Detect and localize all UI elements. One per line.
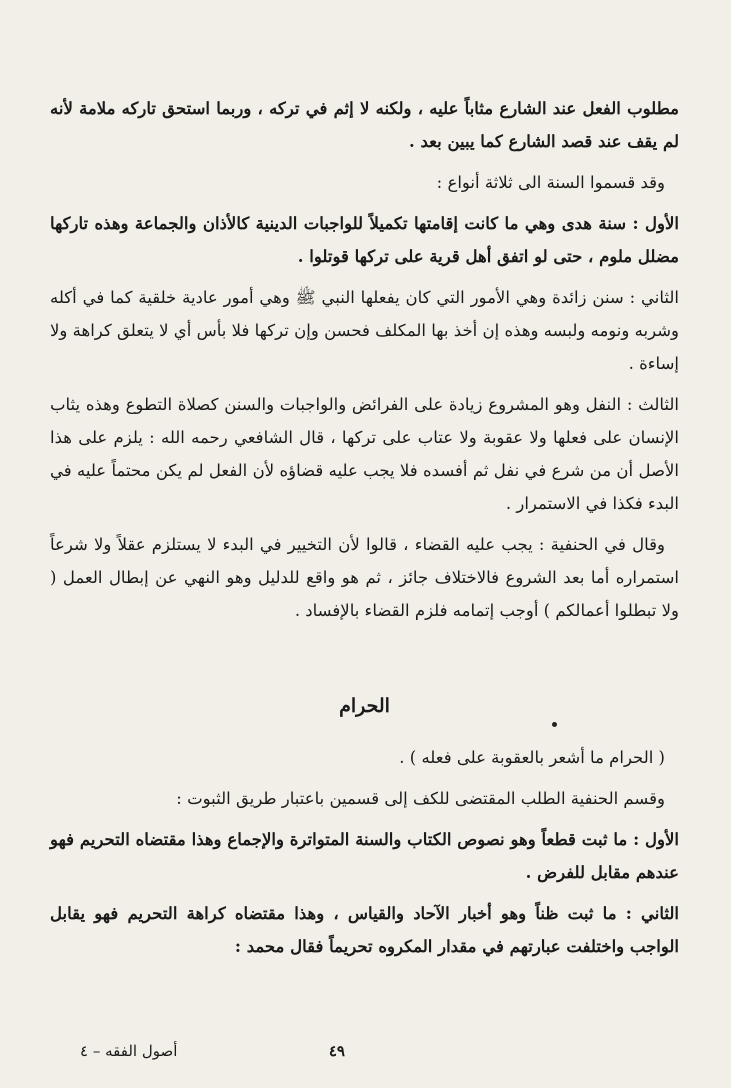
section-heading: الحرام [339,695,390,717]
paragraph-first-type: الأول : سنة هدى وهي ما كانت إقامتها تكميلاً للواجبات الدينية كالأذان والجماعة وهذه تاركها مضلل ملوم ، حتى لو اتفق أهل قرية على تركها قوتلوا . [50,214,679,266]
paragraph-second-division: الثاني : ما ثبت ظناً وهو أخبار الآحاد والقياس ، وهذا مقتضاه كراهة التحريم فهو يقابل الواجب واختلفت عبارتهم في مقدار المكروه تحريماً فقال محمد : [50,904,679,956]
paragraph-haram-definition: ( الحرام ما أشعر بالعقوبة على فعله ) . [399,748,665,767]
paragraph-types-intro: وقد قسموا السنة الى ثلاثة أنواع : [436,173,665,192]
paragraph-hanafi-division: وقسم الحنفية الطلب المقتضى للكف إلى قسمين باعتبار طريق الثبوت : [176,789,665,808]
paragraph-first-division: الأول : ما ثبت قطعاً وهو نصوص الكتاب والسنة المتواترة والإجماع وهذا مقتضاه التحريم فهو عندهم مقابل للفرض . [50,830,679,882]
running-title: أصول الفقه – ٤ [80,1042,178,1060]
paragraph-intro: مطلوب الفعل عند الشارع مثاباً عليه ، ولكنه لا إثم في تركه ، وربما استحق تاركه ملامة لأنه لم يقف عند قصد الشارع كما يبين بعد . [50,99,679,151]
stray-dot-mark [552,722,557,727]
page-footer [50,1042,679,1066]
paragraph-second-type: الثاني : سنن زائدة وهي الأمور التي كان يفعلها النبي ﷺ وهي أمور عادية خلقية كما في أكله وشربه ونومه ولبسه وهذه إن أخذ بها المكلف فحسن وإن تركها فلا بأس أي لا يتعلق كراهة ولا إساءة . [50,288,679,373]
paragraph-third-type: الثالث : النفل وهو المشروع زيادة على الفرائض والواجبات والسنن كصلاة التطوع وهذه يثاب الإنسان على فعلها ولا عقوبة ولا عتاب على تركها ، قال الشافعي رحمه الله : يلزم على هذا الأصل أن من شرع في نفل ثم أفسده فلا يجب عليه قضاؤه لأن الفعل لم يكن محتماً عليه في البدء فكذا في الاستمرار . [50,395,679,513]
paragraph-hanafi-view: وقال في الحنفية : يجب عليه القضاء ، قالوا لأن التخيير في البدء لا يستلزم عقلاً ولا شرعاً استمراره أما بعد الشروع فالاختلاف جائز ، ثم هو واقع للدليل وهو النهي عن إبطال العمل ( ولا تبطلوا أعمالكم ) أوجب إتمامه فلزم القضاء بالإفساد . [50,535,679,620]
page-number: ٤٩ [328,1042,345,1060]
